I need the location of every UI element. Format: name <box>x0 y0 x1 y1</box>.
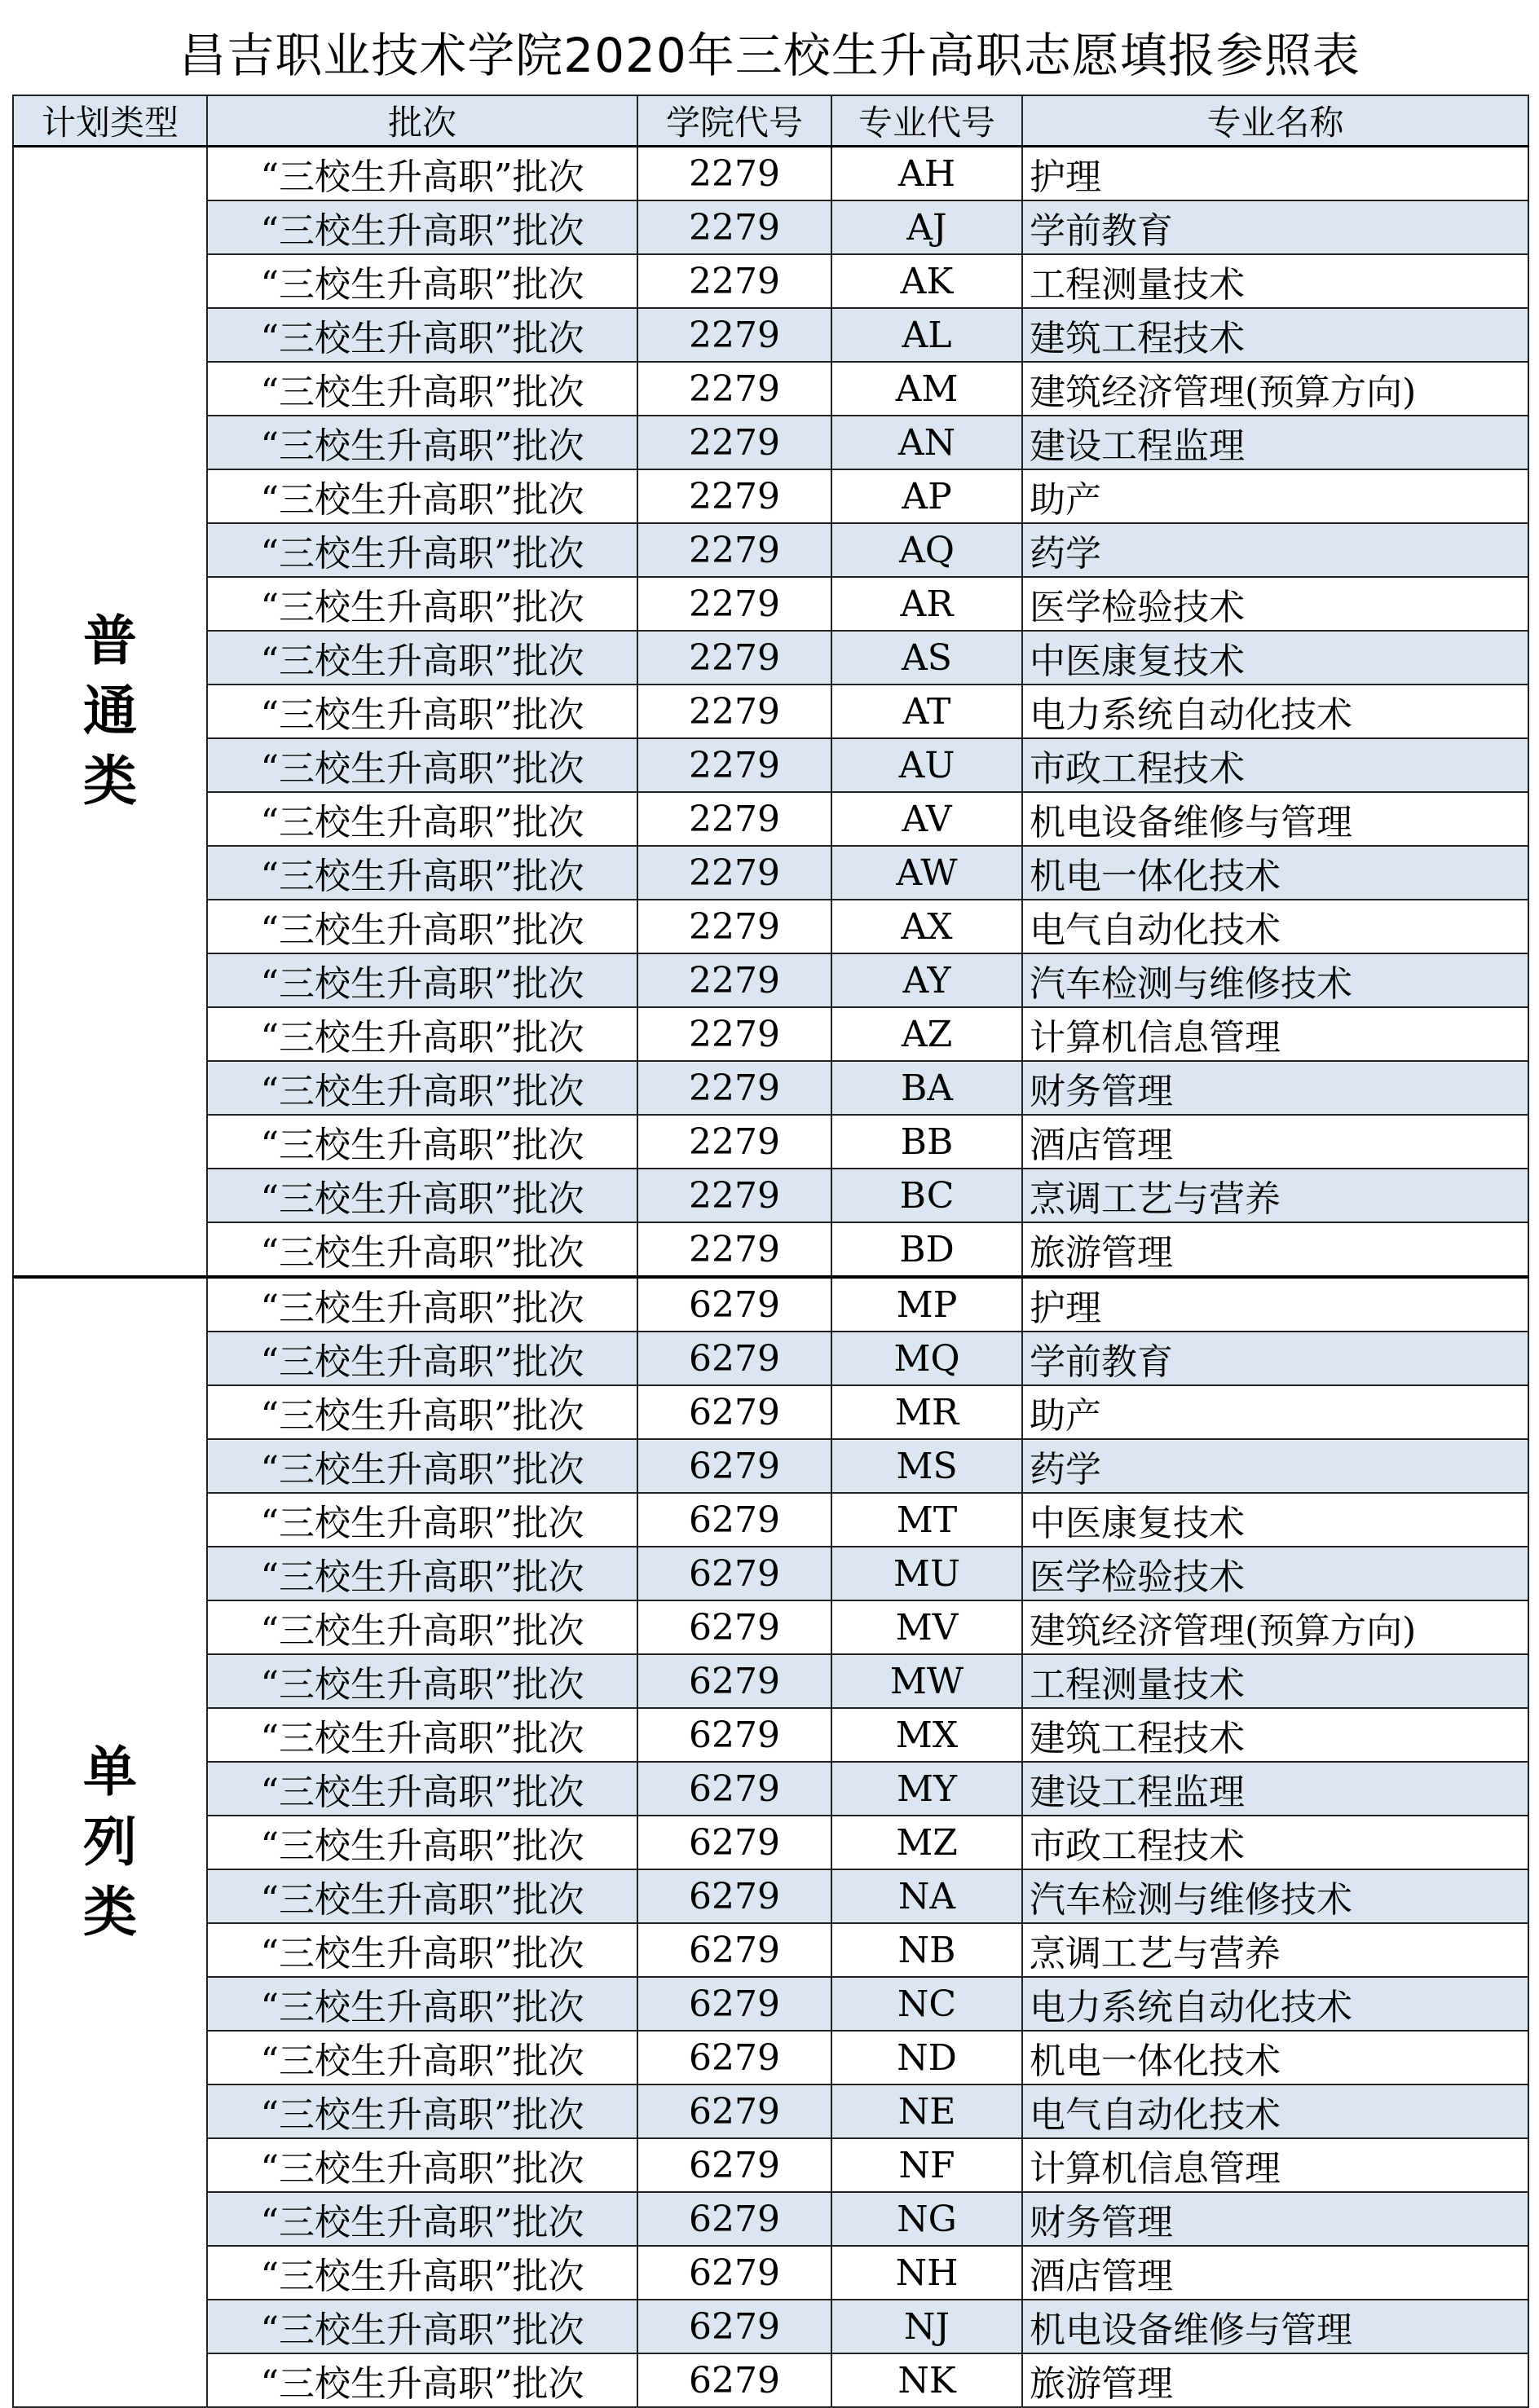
major-code-cell: MU <box>831 1547 1022 1600</box>
batch-cell: “三校生升高职”批次 <box>207 953 637 1007</box>
major-code-cell: NJ <box>831 2300 1022 2353</box>
batch-cell: “三校生升高职”批次 <box>207 577 637 631</box>
table-row <box>13 1222 1528 1277</box>
major-name-cell: 建设工程监理 <box>1022 1762 1528 1816</box>
major-name-cell: 电气自动化技术 <box>1022 2084 1528 2138</box>
table-row <box>13 685 1528 738</box>
college-code-cell: 2279 <box>637 846 831 900</box>
major-name-cell: 计算机信息管理 <box>1022 2138 1528 2192</box>
header-plan-type: 计划类型 <box>13 95 207 147</box>
college-code-cell: 6279 <box>637 1332 831 1385</box>
table-row <box>13 1977 1528 2031</box>
college-code-cell: 6279 <box>637 1977 831 2031</box>
major-code-cell: NC <box>831 1977 1022 2031</box>
batch-cell: “三校生升高职”批次 <box>207 1169 637 1222</box>
table-row <box>13 846 1528 900</box>
batch-cell: “三校生升高职”批次 <box>207 2300 637 2353</box>
batch-cell: “三校生升高职”批次 <box>207 308 637 362</box>
major-code-cell: AH <box>831 147 1022 201</box>
major-code-cell: AW <box>831 846 1022 900</box>
batch-cell: “三校生升高职”批次 <box>207 1762 637 1816</box>
batch-cell: “三校生升高职”批次 <box>207 147 637 201</box>
college-code-cell: 2279 <box>637 685 831 738</box>
table-row <box>13 2138 1528 2192</box>
header-batch: 批次 <box>207 95 637 147</box>
major-code-cell: ND <box>831 2031 1022 2084</box>
college-code-cell: 2279 <box>637 362 831 416</box>
major-code-cell: AZ <box>831 1007 1022 1061</box>
college-code-cell: 6279 <box>637 2084 831 2138</box>
batch-cell: “三校生升高职”批次 <box>207 738 637 792</box>
major-code-cell: MY <box>831 1762 1022 1816</box>
batch-cell: “三校生升高职”批次 <box>207 1277 637 1332</box>
table-row <box>13 416 1528 469</box>
table-row <box>13 1385 1528 1439</box>
table-row <box>13 953 1528 1007</box>
major-name-cell: 学前教育 <box>1022 200 1528 254</box>
college-code-cell: 6279 <box>637 2192 831 2246</box>
major-name-cell: 财务管理 <box>1022 2192 1528 2246</box>
batch-cell: “三校生升高职”批次 <box>207 1708 637 1762</box>
major-name-cell: 工程测量技术 <box>1022 254 1528 308</box>
major-name-cell: 电力系统自动化技术 <box>1022 1977 1528 2031</box>
major-name-cell: 工程测量技术 <box>1022 1654 1528 1708</box>
batch-cell: “三校生升高职”批次 <box>207 846 637 900</box>
major-name-cell: 旅游管理 <box>1022 1222 1528 1277</box>
batch-cell: “三校生升高职”批次 <box>207 254 637 308</box>
major-name-cell: 烹调工艺与营养 <box>1022 1169 1528 1222</box>
batch-cell: “三校生升高职”批次 <box>207 792 637 846</box>
college-code-cell: 2279 <box>637 792 831 846</box>
major-name-cell: 助产 <box>1022 1385 1528 1439</box>
major-code-cell: AL <box>831 308 1022 362</box>
major-name-cell: 计算机信息管理 <box>1022 1007 1528 1061</box>
major-name-cell: 旅游管理 <box>1022 2353 1528 2407</box>
college-code-cell: 6279 <box>637 1923 831 1977</box>
table-row <box>13 1816 1528 1869</box>
table-row <box>13 362 1528 416</box>
major-code-cell: AT <box>831 685 1022 738</box>
college-code-cell: 2279 <box>637 469 831 523</box>
batch-cell: “三校生升高职”批次 <box>207 2138 637 2192</box>
header-college-code: 学院代号 <box>637 95 831 147</box>
batch-cell: “三校生升高职”批次 <box>207 2353 637 2407</box>
table-row <box>13 631 1528 685</box>
major-code-cell: MW <box>831 1654 1022 1708</box>
table-row <box>13 147 1528 201</box>
major-code-cell: NE <box>831 2084 1022 2138</box>
major-code-cell: NK <box>831 2353 1022 2407</box>
major-name-cell: 酒店管理 <box>1022 1115 1528 1169</box>
major-name-cell: 助产 <box>1022 469 1528 523</box>
batch-cell: “三校生升高职”批次 <box>207 2192 637 2246</box>
table-row <box>13 1493 1528 1547</box>
batch-cell: “三校生升高职”批次 <box>207 1923 637 1977</box>
batch-cell: “三校生升高职”批次 <box>207 1816 637 1869</box>
major-code-cell: NG <box>831 2192 1022 2246</box>
batch-cell: “三校生升高职”批次 <box>207 469 637 523</box>
major-name-cell: 中医康复技术 <box>1022 631 1528 685</box>
major-name-cell: 建设工程监理 <box>1022 416 1528 469</box>
college-code-cell: 6279 <box>637 2138 831 2192</box>
batch-cell: “三校生升高职”批次 <box>207 631 637 685</box>
college-code-cell: 6279 <box>637 1547 831 1600</box>
plan-type-label: 普通类 <box>83 610 137 812</box>
major-code-cell: BC <box>831 1169 1022 1222</box>
major-name-cell: 医学检验技术 <box>1022 577 1528 631</box>
plan-type-cell <box>13 147 207 1278</box>
major-name-cell: 护理 <box>1022 147 1528 201</box>
batch-cell: “三校生升高职”批次 <box>207 685 637 738</box>
major-code-cell: NA <box>831 1869 1022 1923</box>
college-code-cell: 2279 <box>637 900 831 953</box>
header-major-code: 专业代号 <box>831 95 1022 147</box>
batch-cell: “三校生升高职”批次 <box>207 1115 637 1169</box>
table-row <box>13 1277 1528 1332</box>
table-row <box>13 469 1528 523</box>
table-header <box>13 95 1528 147</box>
batch-cell: “三校生升高职”批次 <box>207 900 637 953</box>
table-row <box>13 1923 1528 1977</box>
batch-cell: “三校生升高职”批次 <box>207 1007 637 1061</box>
table-row <box>13 1439 1528 1493</box>
major-name-cell: 建筑经济管理(预算方向) <box>1022 1600 1528 1654</box>
major-name-cell: 机电设备维修与管理 <box>1022 792 1528 846</box>
major-code-cell: NH <box>831 2246 1022 2300</box>
college-code-cell: 2279 <box>637 523 831 577</box>
major-code-cell: AR <box>831 577 1022 631</box>
plan-type-cell <box>13 1277 207 2407</box>
major-code-cell: MT <box>831 1493 1022 1547</box>
major-code-cell: AP <box>831 469 1022 523</box>
header-row <box>13 95 1528 147</box>
table-row <box>13 2300 1528 2353</box>
table-row <box>13 1600 1528 1654</box>
college-code-cell: 6279 <box>637 1439 831 1493</box>
major-name-cell: 机电设备维修与管理 <box>1022 2300 1528 2353</box>
major-code-cell: BD <box>831 1222 1022 1277</box>
group-2 <box>13 1277 1528 2407</box>
college-code-cell: 6279 <box>637 1277 831 1332</box>
table-row <box>13 1762 1528 1816</box>
college-code-cell: 2279 <box>637 1169 831 1222</box>
major-name-cell: 学前教育 <box>1022 1332 1528 1385</box>
major-code-cell: AN <box>831 416 1022 469</box>
batch-cell: “三校生升高职”批次 <box>207 1869 637 1923</box>
major-name-cell: 汽车检测与维修技术 <box>1022 953 1528 1007</box>
major-name-cell: 护理 <box>1022 1277 1528 1332</box>
table-row <box>13 738 1528 792</box>
major-code-cell: NF <box>831 2138 1022 2192</box>
reference-table <box>12 95 1529 2408</box>
plan-type-label: 单列类 <box>83 1741 137 1944</box>
major-code-cell: AY <box>831 953 1022 1007</box>
college-code-cell: 6279 <box>637 1708 831 1762</box>
major-name-cell: 市政工程技术 <box>1022 1816 1528 1869</box>
college-code-cell: 2279 <box>637 308 831 362</box>
batch-cell: “三校生升高职”批次 <box>207 1600 637 1654</box>
batch-cell: “三校生升高职”批次 <box>207 362 637 416</box>
college-code-cell: 6279 <box>637 2300 831 2353</box>
table-row <box>13 792 1528 846</box>
batch-cell: “三校生升高职”批次 <box>207 200 637 254</box>
table-row <box>13 1332 1528 1385</box>
major-code-cell: AM <box>831 362 1022 416</box>
major-name-cell: 电气自动化技术 <box>1022 900 1528 953</box>
table-row <box>13 1169 1528 1222</box>
major-code-cell: MP <box>831 1277 1022 1332</box>
major-name-cell: 医学检验技术 <box>1022 1547 1528 1600</box>
college-code-cell: 6279 <box>637 2353 831 2407</box>
college-code-cell: 6279 <box>637 1600 831 1654</box>
college-code-cell: 6279 <box>637 1762 831 1816</box>
table-row <box>13 254 1528 308</box>
college-code-cell: 2279 <box>637 1061 831 1115</box>
major-code-cell: AX <box>831 900 1022 953</box>
college-code-cell: 2279 <box>637 1007 831 1061</box>
major-code-cell: MX <box>831 1708 1022 1762</box>
college-code-cell: 6279 <box>637 1869 831 1923</box>
major-name-cell: 中医康复技术 <box>1022 1493 1528 1547</box>
college-code-cell: 2279 <box>637 577 831 631</box>
major-name-cell: 机电一体化技术 <box>1022 846 1528 900</box>
batch-cell: “三校生升高职”批次 <box>207 1439 637 1493</box>
major-code-cell: MQ <box>831 1332 1022 1385</box>
batch-cell: “三校生升高职”批次 <box>207 1977 637 2031</box>
college-code-cell: 2279 <box>637 953 831 1007</box>
major-code-cell: AU <box>831 738 1022 792</box>
major-name-cell: 建筑工程技术 <box>1022 308 1528 362</box>
major-code-cell: AK <box>831 254 1022 308</box>
batch-cell: “三校生升高职”批次 <box>207 1493 637 1547</box>
major-code-cell: MZ <box>831 1816 1022 1869</box>
college-code-cell: 6279 <box>637 1493 831 1547</box>
college-code-cell: 2279 <box>637 631 831 685</box>
major-name-cell: 汽车检测与维修技术 <box>1022 1869 1528 1923</box>
batch-cell: “三校生升高职”批次 <box>207 1385 637 1439</box>
batch-cell: “三校生升高职”批次 <box>207 523 637 577</box>
batch-cell: “三校生升高职”批次 <box>207 2246 637 2300</box>
table-row <box>13 1115 1528 1169</box>
table-row <box>13 2192 1528 2246</box>
batch-cell: “三校生升高职”批次 <box>207 1654 637 1708</box>
college-code-cell: 6279 <box>637 1385 831 1439</box>
table-row <box>13 1654 1528 1708</box>
college-code-cell: 2279 <box>637 1222 831 1277</box>
college-code-cell: 6279 <box>637 1654 831 1708</box>
table-row <box>13 577 1528 631</box>
major-code-cell: AQ <box>831 523 1022 577</box>
table-row <box>13 2084 1528 2138</box>
major-name-cell: 机电一体化技术 <box>1022 2031 1528 2084</box>
major-name-cell: 市政工程技术 <box>1022 738 1528 792</box>
major-name-cell: 烹调工艺与营养 <box>1022 1923 1528 1977</box>
page-title: 昌吉职业技术学院2020年三校生升高职志愿填报参照表 <box>179 28 1360 83</box>
major-name-cell: 酒店管理 <box>1022 2246 1528 2300</box>
college-code-cell: 2279 <box>637 147 831 201</box>
table-row <box>13 1869 1528 1923</box>
major-code-cell: AJ <box>831 200 1022 254</box>
header-major-name: 专业名称 <box>1022 95 1528 147</box>
table-row <box>13 900 1528 953</box>
college-code-cell: 2279 <box>637 738 831 792</box>
college-code-cell: 6279 <box>637 2031 831 2084</box>
batch-cell: “三校生升高职”批次 <box>207 2031 637 2084</box>
college-code-cell: 6279 <box>637 2246 831 2300</box>
group-1 <box>13 147 1528 1278</box>
major-name-cell: 药学 <box>1022 523 1528 577</box>
major-code-cell: BB <box>831 1115 1022 1169</box>
college-code-cell: 2279 <box>637 254 831 308</box>
table-row <box>13 2031 1528 2084</box>
major-code-cell: BA <box>831 1061 1022 1115</box>
college-code-cell: 2279 <box>637 1115 831 1169</box>
table-row <box>13 200 1528 254</box>
table-row <box>13 1547 1528 1600</box>
batch-cell: “三校生升高职”批次 <box>207 2084 637 2138</box>
table-row <box>13 1708 1528 1762</box>
major-code-cell: MV <box>831 1600 1022 1654</box>
batch-cell: “三校生升高职”批次 <box>207 1332 637 1385</box>
table-row <box>13 523 1528 577</box>
table-row <box>13 1061 1528 1115</box>
major-name-cell: 电力系统自动化技术 <box>1022 685 1528 738</box>
table-row <box>13 2246 1528 2300</box>
college-code-cell: 6279 <box>637 1816 831 1869</box>
college-code-cell: 2279 <box>637 416 831 469</box>
major-code-cell: AS <box>831 631 1022 685</box>
batch-cell: “三校生升高职”批次 <box>207 1547 637 1600</box>
major-name-cell: 财务管理 <box>1022 1061 1528 1115</box>
batch-cell: “三校生升高职”批次 <box>207 1222 637 1277</box>
batch-cell: “三校生升高职”批次 <box>207 1061 637 1115</box>
major-code-cell: AV <box>831 792 1022 846</box>
major-code-cell: MR <box>831 1385 1022 1439</box>
table-row <box>13 308 1528 362</box>
major-code-cell: MS <box>831 1439 1022 1493</box>
table-row <box>13 1007 1528 1061</box>
college-code-cell: 2279 <box>637 200 831 254</box>
major-name-cell: 建筑工程技术 <box>1022 1708 1528 1762</box>
major-name-cell: 建筑经济管理(预算方向) <box>1022 362 1528 416</box>
batch-cell: “三校生升高职”批次 <box>207 416 637 469</box>
major-name-cell: 药学 <box>1022 1439 1528 1493</box>
major-code-cell: NB <box>831 1923 1022 1977</box>
table-row <box>13 2353 1528 2407</box>
